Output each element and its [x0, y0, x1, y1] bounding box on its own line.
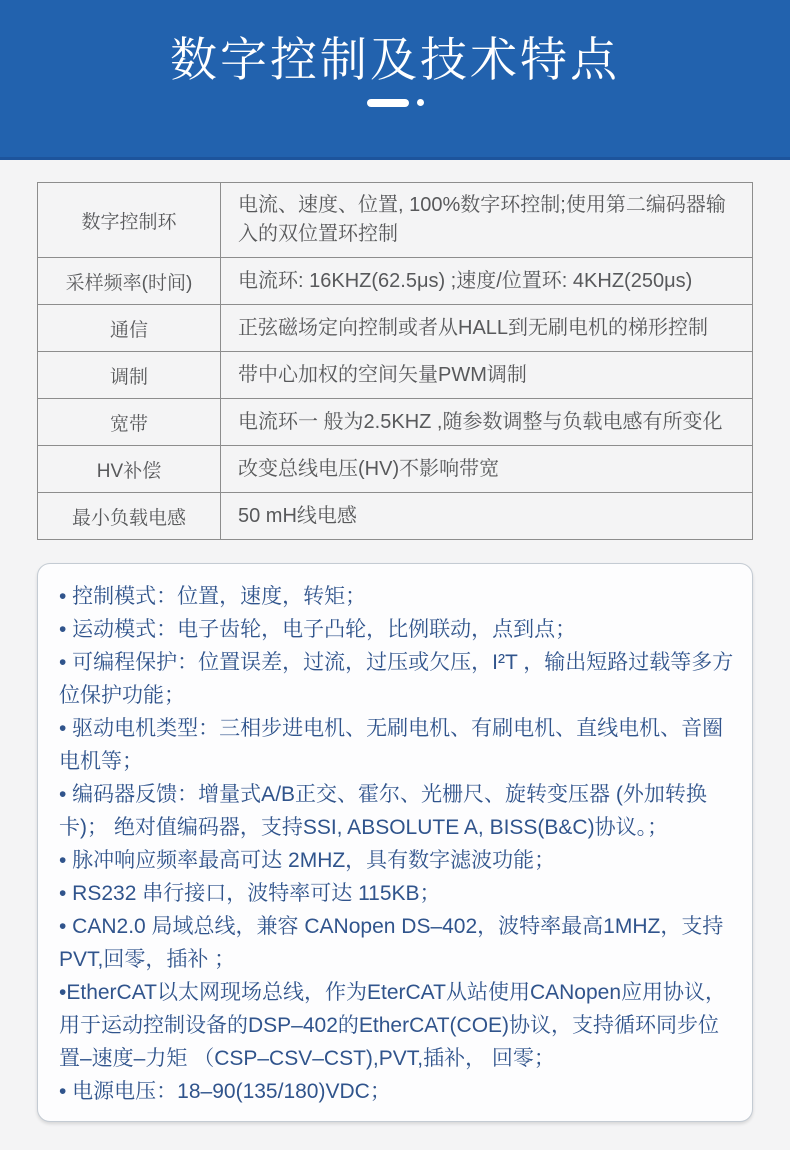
- feature-item: •EtherCAT以太网现场总线，作为EterCAT从站使用CANopen应用协议，用于运动控制设备的DSP–402的EtherCAT(COE)协议，支持循环同步位置–速度–力矩 （CSP–CSV–CST),PVT,插补， 回零；: [59, 981, 726, 1070]
- content-area: [0, 182, 790, 1122]
- spec-row-label: 调制: [38, 352, 221, 399]
- spec-table-row: [38, 399, 753, 446]
- spec-row-value: 50 mH线电感: [221, 493, 753, 540]
- spec-table-row: [38, 493, 753, 540]
- spec-table-body: [38, 183, 753, 540]
- spec-row-label: 宽带: [38, 399, 221, 446]
- spec-table-row: [38, 258, 753, 305]
- title-underline-dot-icon: [417, 99, 424, 106]
- spec-row-label: 采样频率(时间): [38, 258, 221, 305]
- feature-item: • 电源电压：18–90(135/180)VDC；: [59, 1080, 391, 1103]
- spec-table-row: [38, 183, 753, 258]
- feature-item: • 脉冲响应频率最高可达 2MHZ，具有数字滤波功能；: [59, 849, 556, 872]
- title-underline-dash-icon: [367, 99, 409, 107]
- page-title: 数字控制及技术特点: [170, 33, 620, 86]
- title-underline: [0, 99, 790, 107]
- spec-row-value: 改变总线电压(HV)不影响带宽: [221, 446, 753, 493]
- spec-row-value: 电流、速度、位置, 100%数字环控制;使用第二编码器输入的双位置环控制: [221, 183, 753, 258]
- spec-row-label: HV补偿: [38, 446, 221, 493]
- feature-item: • 可编程保护：位置误差，过流，过压或欠压，I²T ，输出短路过载等多方位保护功能；: [59, 651, 734, 707]
- feature-item: • RS232 串行接口，波特率可达 115KB；: [59, 882, 441, 905]
- spec-row-value: 正弦磁场定向控制或者从HALL到无刷电机的梯形控制: [221, 305, 753, 352]
- spec-table-row: [38, 305, 753, 352]
- spec-row-label: 通信: [38, 305, 221, 352]
- spec-row-label: 数字控制环: [38, 183, 221, 258]
- feature-item: • 驱动电机类型：三相步进电机、无刷电机、有刷电机、直线电机、音圈电机等；: [59, 717, 724, 773]
- spec-row-value: 带中心加权的空间矢量PWM调制: [221, 352, 753, 399]
- spec-table-row: [38, 352, 753, 399]
- feature-item: • 编码器反馈：增量式A/B正交、霍尔、光栅尺、旋转变压器 (外加转换卡)； 绝对值编码器，支持SSI, ABSOLUTE A, BISS(B&C)协议。；: [59, 783, 707, 839]
- header-banner: [0, 0, 790, 160]
- features-list: [59, 580, 739, 1108]
- features-panel: [37, 563, 753, 1122]
- feature-item: • CAN2.0 局域总线，兼容 CANopen DS–402，波特率最高1MHZ，支持PVT,回零，插补 ；: [59, 915, 724, 971]
- feature-item: • 控制模式：位置，速度，转矩；: [59, 585, 367, 608]
- spec-table: [37, 182, 753, 540]
- spec-row-value: 电流环: 16KHZ(62.5μs) ;速度/位置环: 4KHZ(250μs): [221, 258, 753, 305]
- spec-table-row: [38, 446, 753, 493]
- spec-row-value: 电流环一 般为2.5KHZ ,随参数调整与负载电感有所变化: [221, 399, 753, 446]
- feature-item: • 运动模式：电子齿轮，电子凸轮，比例联动，点到点；: [59, 618, 577, 641]
- spec-row-label: 最小负载电感: [38, 493, 221, 540]
